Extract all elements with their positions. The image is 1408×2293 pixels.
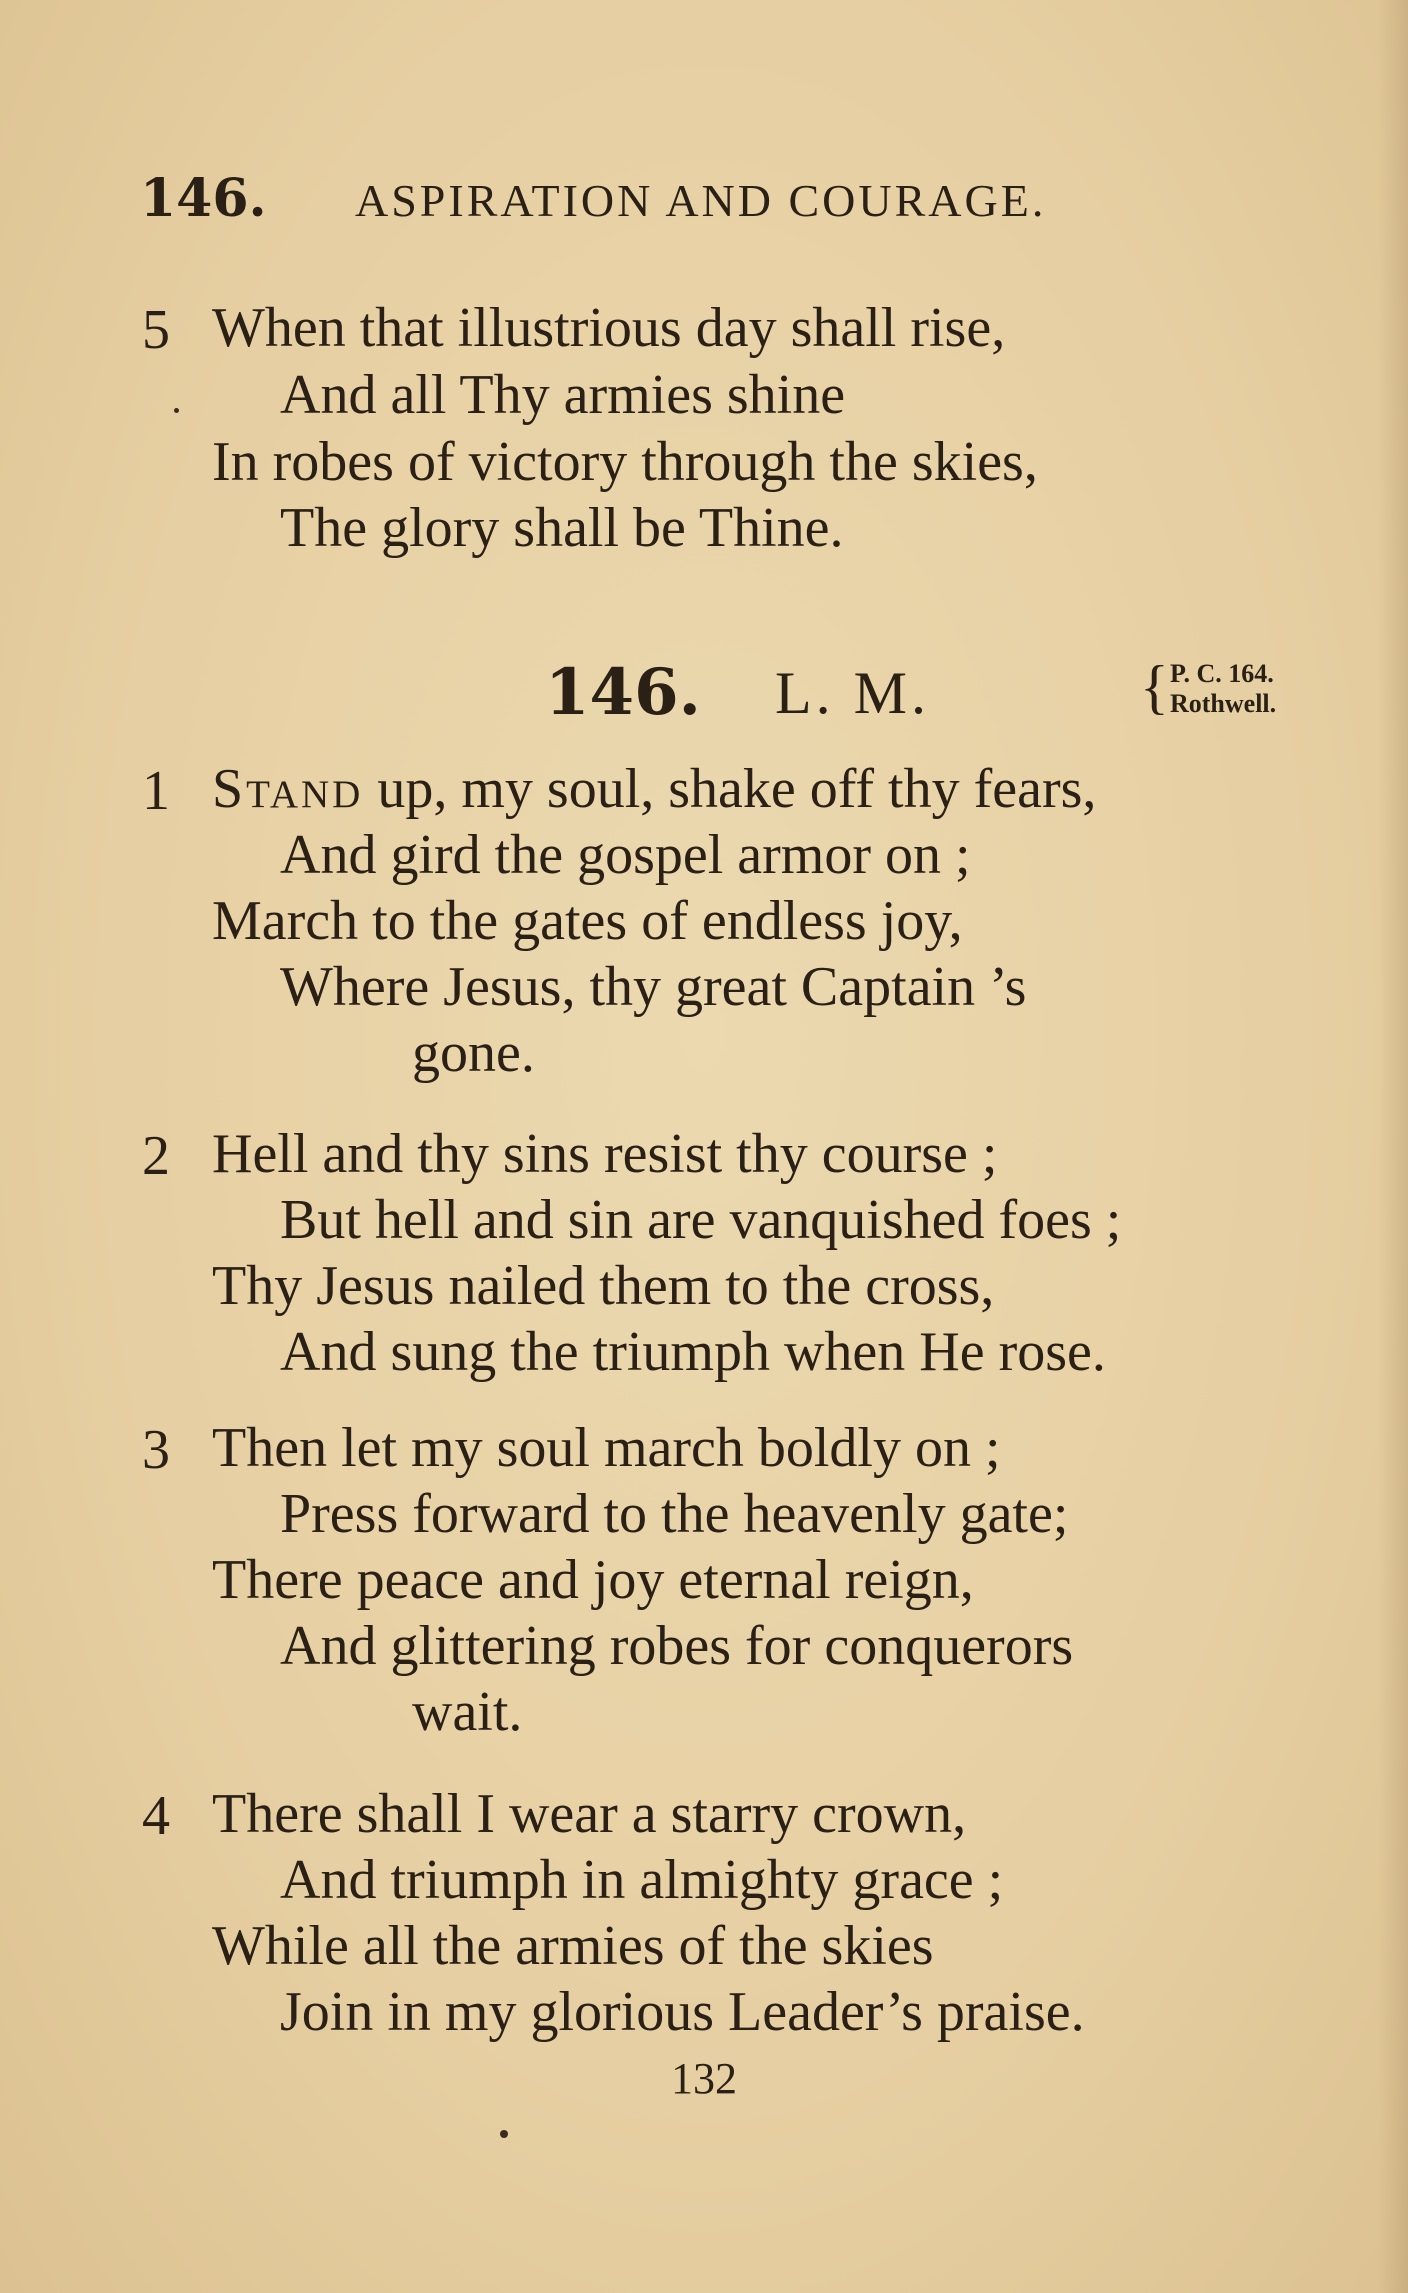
verse-line: Where Jesus, thy great Captain ’s — [280, 956, 1027, 1018]
verse-line: And sung the triumph when He rose. — [280, 1321, 1106, 1383]
verse-line: There shall I wear a starry crown, — [212, 1783, 967, 1845]
hymn-meter: L. M. — [775, 660, 930, 726]
verse-line: And triumph in almighty grace ; — [280, 1849, 1004, 1911]
verse-line: And glittering robes for conquerors — [280, 1615, 1074, 1677]
verse-line: March to the gates of endless joy, — [212, 890, 963, 952]
verse-line: In robes of victory through the skies, — [212, 431, 1038, 493]
brace-icon: { — [1140, 654, 1169, 720]
ink-speck — [500, 2130, 508, 2138]
verse-number: 4 — [142, 1785, 170, 1847]
verse-line: The glory shall be Thine. — [280, 497, 844, 559]
hymn-heading — [0, 655, 1408, 735]
verse-line: Press forward to the heavenly gate; — [280, 1483, 1069, 1545]
tune-ref-number: P. C. 164. — [1170, 659, 1274, 688]
verse-first-line-rest: up, my soul, shake off thy fears, — [363, 758, 1097, 820]
verse-number: 5 — [142, 299, 170, 361]
verse-line: While all the armies of the skies — [212, 1915, 934, 1977]
verse-line: There peace and joy eternal reign, — [212, 1549, 974, 1611]
verse-number: 2 — [142, 1125, 170, 1187]
page-edge-shadow — [1378, 0, 1408, 2293]
verse-first-word: Stand — [212, 758, 364, 820]
verse-line: Join in my glorious Leader’s praise. — [280, 1981, 1085, 2043]
verse-number: 1 — [142, 760, 170, 822]
verse-line: gone. — [412, 1022, 535, 1084]
verse-line: Then let my soul march boldly on ; — [212, 1417, 1001, 1479]
verse-line: And all Thy armies shine — [280, 364, 846, 426]
verse-line: Hell and thy sins resist thy course ; — [212, 1123, 998, 1185]
verse-number: 3 — [142, 1419, 170, 1481]
verse-first-line — [212, 758, 1097, 820]
hymn-number: 146. — [545, 655, 701, 730]
header-hymn-number: 146. — [140, 168, 267, 229]
header-section-title: ASPIRATION AND COURAGE. — [355, 175, 1047, 226]
verse-line: Thy Jesus nailed them to the cross, — [212, 1255, 995, 1317]
tune-reference — [1170, 659, 1276, 719]
ink-speck — [174, 408, 179, 413]
verse-line: wait. — [412, 1681, 523, 1743]
verse-line: And gird the gospel armor on ; — [280, 824, 971, 886]
verse-line: But hell and sin are vanquished foes ; — [280, 1189, 1122, 1251]
tune-name: Rothwell. — [1170, 689, 1277, 718]
running-header — [140, 168, 1340, 228]
page-number: 132 — [671, 2054, 737, 2103]
verse-line: When that illustrious day shall rise, — [212, 297, 1006, 359]
